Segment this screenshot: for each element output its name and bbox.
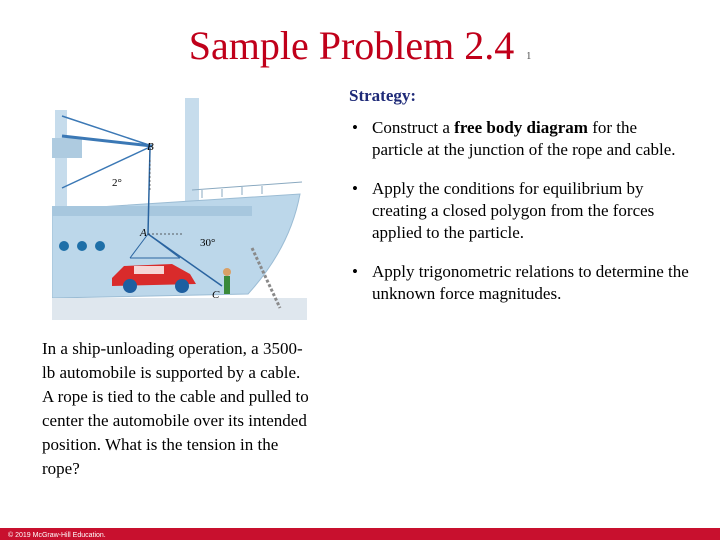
car-window: [134, 266, 164, 274]
label-a: A: [140, 227, 147, 239]
bullet-text: Apply the conditions for equilibrium by creating a closed polygon from the forces applied to the particle.: [372, 179, 655, 242]
angle-top: 2°: [112, 177, 122, 189]
slide-title: [0, 22, 720, 69]
slide-title-text: Sample Problem 2.4: [188, 23, 515, 68]
dock: [52, 298, 307, 320]
worker-head: [223, 268, 231, 276]
ship-illustration: [52, 98, 307, 320]
strategy-bullet: [349, 261, 689, 305]
ship-unloading-figure: [52, 98, 307, 320]
bullet-dot-icon: •: [352, 179, 358, 198]
strategy-bullet: [349, 178, 689, 244]
bullet-bold-text: free body diagram: [454, 118, 588, 137]
angle-right: 30°: [200, 237, 216, 249]
label-b: B: [147, 141, 154, 153]
strategy-bullet: [349, 117, 689, 161]
bullet-text: for the particle at the junction of the rope and cable.: [372, 118, 676, 159]
footer-bar: [0, 528, 720, 540]
deck: [52, 206, 252, 216]
car-wheel-rear: [175, 279, 189, 293]
portholes: [59, 241, 105, 251]
bullet-text: Construct a: [372, 118, 455, 137]
label-c: C: [212, 289, 220, 301]
copyright-text: © 2019 McGraw-Hill Education.: [8, 532, 106, 539]
car-wheel-front: [123, 279, 137, 293]
problem-statement: In a ship-unloading operation, a 3500-lb automobile is supported by a cable. A rope is tied to the cable and pulled to center the automobile over its intended position. What is the tension in the rope?: [42, 339, 309, 478]
bullet-dot-icon: •: [352, 262, 358, 281]
bullet-dot-icon: •: [352, 118, 358, 137]
mast-right: [185, 98, 199, 208]
bullet-text: Apply trigonometric relations to determine the unknown force magnitudes.: [372, 262, 689, 303]
strategy-heading: Strategy:: [349, 86, 417, 105]
strategy-bullet-list: [349, 117, 689, 322]
slide-number: 1: [526, 51, 532, 62]
bridge-house: [52, 138, 82, 158]
worker: [224, 276, 230, 294]
